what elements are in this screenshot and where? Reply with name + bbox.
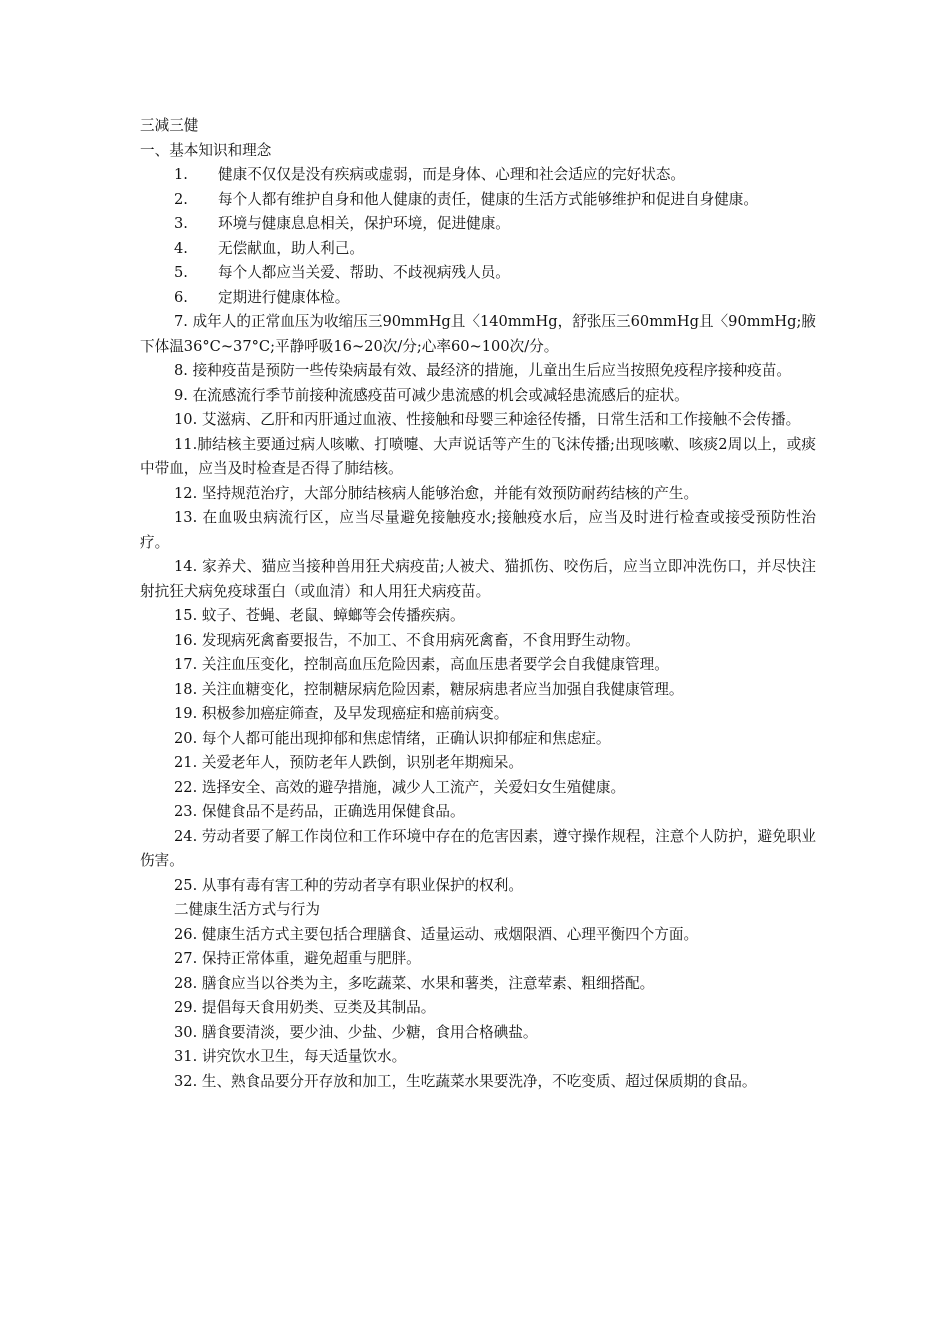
list-item: 14. 家养犬、猫应当接种兽用狂犬病疫苗;人被犬、猫抓伤、咬伤后，应当立即冲洗伤口，并尽快注射抗狂犬病免疫球蛋白（或血清）和人用狂犬病疫苗。 [140,558,816,600]
item-list-spaced [140,163,816,310]
list-item-number: 4. [174,239,188,257]
list-item: 32. 生、熟食品要分开存放和加工，生吃蔬菜水果要洗净，不吃变质、超过保质期的食品。 [174,1072,757,1090]
list-item: 30. 膳食要清淡，要少油、少盐、少糖，食用合格碘盐。 [174,1023,538,1041]
item-list-lifestyle [140,923,816,1095]
list-item-number: 1. [174,166,188,183]
list-item-text: 定期进行健康体检。 [218,288,350,306]
list-item-text: 健康不仅仅是没有疾病或虚弱，而是身体、心理和社会适应的完好状态。 [218,166,686,183]
list-item: 21. 关爱老年人，预防老年人跌倒，识别老年期痴呆。 [174,754,523,771]
list-item: 9. 在流感流行季节前接种流感疫苗可减少患流感的机会或减轻患流感后的症状。 [174,386,689,404]
list-item: 22. 选择安全、高效的避孕措施，减少人工流产，关爱妇女生殖健康。 [174,778,626,796]
list-item [140,237,816,262]
list-item: 8. 接种疫苗是预防一些传染病最有效、最经济的措施，儿童出生后应当按照免疫程序接种疫苗。 [174,362,791,379]
list-item: 12. 坚持规范治疗，大部分肺结核病人能够治愈，并能有效预防耐药结核的产生。 [174,484,699,502]
list-item [140,163,816,188]
list-item: 20. 每个人都可能出现抑郁和焦虑情绪，正确认识抑郁症和焦虑症。 [174,729,611,747]
list-item: 23. 保健食品不是药品，正确选用保健食品。 [174,803,465,820]
item-list-basic [140,310,816,898]
list-item: 31. 讲究饮水卫生，每天适量饮水。 [174,1048,407,1065]
document-title: 三减三健 [140,117,199,134]
list-item: 7. 成年人的正常血压为收缩压三90mmHg且〈140mmHg，舒张压三60mmHg且〈90mmHg;腋下体温36°C~37°C;平静呼吸16~20次/分;心率60~100次/分。 [140,313,816,355]
list-item-text: 每个人都应当关爱、帮助、不歧视病残人员。 [218,264,510,281]
list-item: 16. 发现病死禽畜要报告，不加工、不食用病死禽畜，不食用野生动物。 [174,631,640,649]
list-item-number: 2. [174,190,188,208]
list-item [140,212,816,237]
list-item: 19. 积极参加癌症筛查，及早发现癌症和癌前病变。 [174,705,509,722]
list-item-number: 5. [174,264,188,281]
list-item: 25. 从事有毒有害工种的劳动者享有职业保护的权利。 [174,876,523,894]
list-item: 27. 保持正常体重，避免超重与肥胖。 [174,950,421,967]
document-body [140,114,816,1094]
list-item: 10. 艾滋病、乙肝和丙肝通过血液、性接触和母婴三种途径传播，日常生活和工作接触不会传播。 [174,411,801,428]
list-item: 13. 在血吸虫病流行区，应当尽量避免接触疫水;接触疫水后，应当及时进行检查或接受预防性治疗。 [140,509,816,551]
list-item: 11.肺结核主要通过病人咳嗽、打喷嚏、大声说话等产生的飞沫传播;出现咳嗽、咳痰2周以上，或痰中带血，应当及时检查是否得了肺结核。 [140,435,816,477]
list-item-number: 6. [174,288,188,306]
list-item: 26. 健康生活方式主要包括合理膳食、适量运动、戒烟限酒、心理平衡四个方面。 [174,925,699,943]
list-item: 18. 关注血糖变化，控制糖尿病危险因素，糖尿病患者应当加强自我健康管理。 [174,680,684,698]
list-item: 24. 劳动者要了解工作岗位和工作环境中存在的危害因素，遵守操作规程，注意个人防护，避免职业伤害。 [140,827,816,869]
list-item: 17. 关注血压变化，控制高血压危险因素，高血压患者要学会自我健康管理。 [174,656,669,673]
list-item-text: 环境与健康息息相关，保护环境，促进健康。 [218,215,510,232]
list-item [140,188,816,213]
list-item-number: 3. [174,215,188,232]
list-item: 29. 提倡每天食用奶类、豆类及其制品。 [174,999,436,1016]
section-heading-basic-knowledge: 一、基本知识和理念 [140,141,272,159]
list-item [140,261,816,286]
list-item: 28. 膳食应当以谷类为主，多吃蔬菜、水果和薯类，注意荤素、粗细搭配。 [174,974,655,992]
section-heading-lifestyle: 二健康生活方式与行为 [174,901,320,918]
list-item: 15. 蚊子、苍蝇、老鼠、蟑螂等会传播疾病。 [174,607,465,624]
list-item-text: 无偿献血，助人利己。 [218,239,364,257]
list-item-text: 每个人都有维护自身和他人健康的责任，健康的生活方式能够维护和促进自身健康。 [218,190,758,208]
list-item [140,286,816,311]
